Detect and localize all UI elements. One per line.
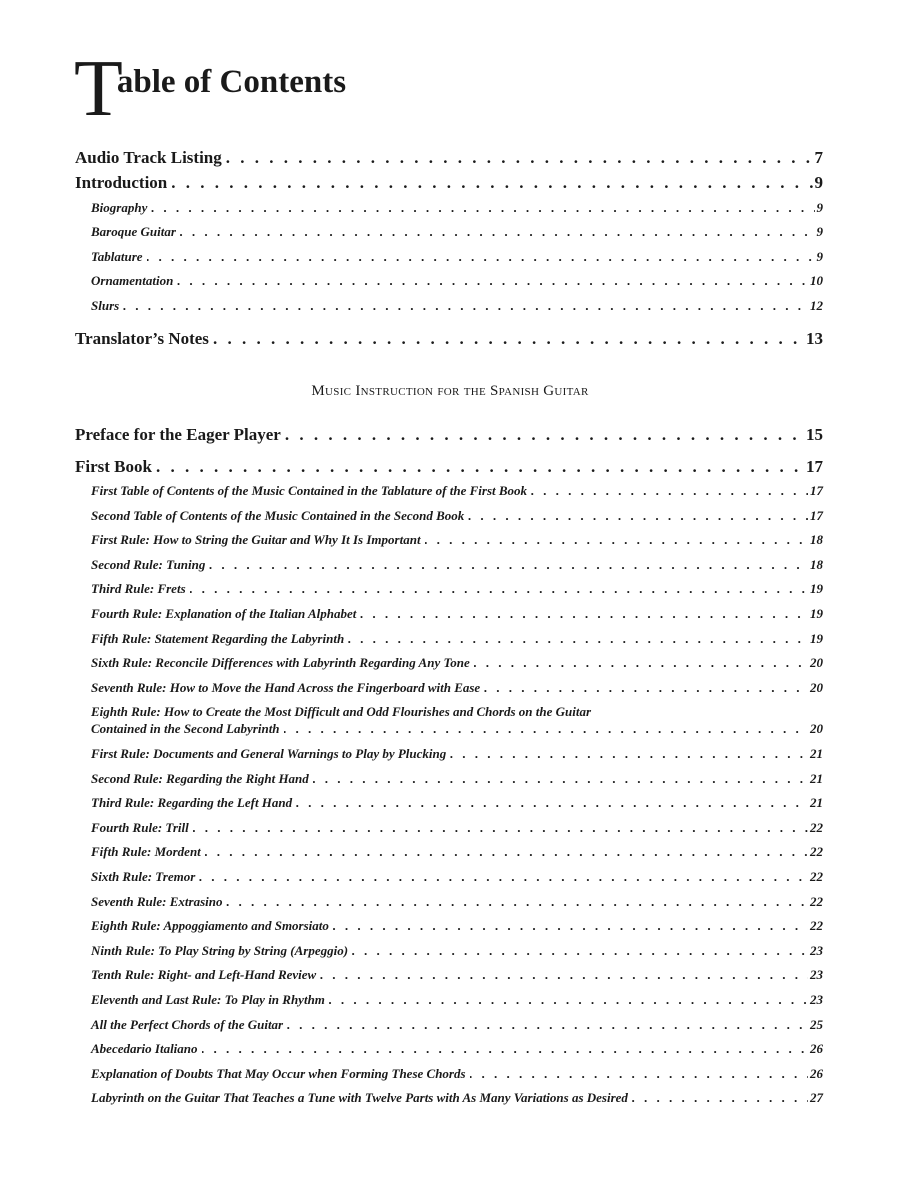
toc-entry[interactable] <box>0 967 900 983</box>
toc-entry[interactable] <box>0 894 900 910</box>
toc-entry[interactable] <box>0 1090 900 1106</box>
toc-entry[interactable] <box>0 943 900 959</box>
dot-leader <box>313 771 808 787</box>
toc-entry-label: Explanation of Doubts That May Occur when Forming These Chords <box>91 1065 466 1081</box>
toc-entry-page: 21 <box>810 746 823 761</box>
toc-entry[interactable] <box>0 771 900 787</box>
toc-entry-label: First Rule: How to String the Guitar and Why It Is Important <box>91 532 421 548</box>
toc-entry-page: 19 <box>810 606 823 621</box>
toc-entry[interactable] <box>0 721 900 737</box>
dot-leader <box>360 606 808 622</box>
toc-entry-label: Fifth Rule: Mordent <box>91 844 201 860</box>
toc-entry-page: 15 <box>806 425 823 444</box>
toc-entry[interactable] <box>0 508 900 524</box>
toc-entry-label: Preface for the Eager Player <box>75 425 281 444</box>
toc-entry-page: 17 <box>810 507 823 523</box>
dot-leader <box>287 1017 808 1033</box>
toc-entry-label: Sixth Rule: Reconcile Differences with Labyrinth Regarding Any Tone <box>91 655 470 671</box>
dot-leader <box>226 148 813 168</box>
section-heading: Music Instruction for the Spanish Guitar <box>311 383 589 399</box>
dot-leader <box>190 581 808 597</box>
toc-entry-label: Third Rule: Frets <box>91 581 186 597</box>
toc-entry[interactable] <box>0 557 900 573</box>
toc-entry-page: 9 <box>814 173 823 192</box>
toc-entry-label: Eighth Rule: Appoggiamento and Smorsiato <box>91 918 329 934</box>
toc-entry-label: Third Rule: Regarding the Left Hand <box>91 795 293 811</box>
dot-leader <box>177 273 808 289</box>
toc-entry-label: Slurs <box>91 298 120 313</box>
toc-entry-label: Ninth Rule: To Play String by String (Arpeggio) <box>91 942 349 958</box>
toc-entry-page: 13 <box>806 329 823 348</box>
toc-entry-label: Translator’s Notes <box>75 329 209 348</box>
toc-entry[interactable] <box>0 869 900 885</box>
toc-entry-label: Tablature <box>91 249 143 264</box>
toc-entry-label: All the Perfect Chords of the Guitar <box>91 1016 284 1032</box>
dot-leader <box>474 655 808 671</box>
dot-leader <box>199 869 808 885</box>
toc-entry[interactable] <box>0 457 900 477</box>
toc-entry[interactable] <box>0 173 900 193</box>
toc-entry-label-line1: Eighth Rule: How to Create the Most Difficult and Odd Flourishes and Chords on the Guitar <box>91 704 592 720</box>
toc-entry[interactable] <box>0 273 900 289</box>
dot-leader <box>296 795 808 811</box>
toc-entry-page: 18 <box>810 532 823 548</box>
toc-entry-page: 19 <box>810 630 823 646</box>
dot-leader <box>171 173 812 193</box>
toc-entry-page: 20 <box>810 679 823 695</box>
toc-entry[interactable] <box>0 483 900 499</box>
toc-entry-label: First Rule: Documents and General Warnings to Play by Plucking <box>91 746 447 761</box>
toc-entry-label: Fourth Rule: Trill <box>91 819 189 835</box>
dot-leader <box>348 631 808 647</box>
dot-leader <box>180 224 815 240</box>
toc-entry[interactable] <box>0 918 900 934</box>
toc-entry-page: 9 <box>816 249 823 264</box>
toc-entry[interactable] <box>0 1041 900 1057</box>
toc-entry-label: Biography <box>91 200 148 215</box>
toc-entry-page: 23 <box>810 942 823 958</box>
toc-entry-page: 20 <box>810 655 823 671</box>
toc-entry-label: Contained in the Second Labyrinth <box>91 721 280 737</box>
toc-entry-label: Audio Track Listing <box>75 148 222 167</box>
toc-entry-label: First Book <box>75 457 152 476</box>
toc-entry[interactable] <box>0 680 900 696</box>
dot-leader <box>632 1090 808 1106</box>
toc-entry[interactable] <box>0 844 900 860</box>
toc-entry-page: 22 <box>810 869 823 884</box>
dot-leader <box>205 844 808 860</box>
toc-entry[interactable] <box>0 298 900 314</box>
toc-entry[interactable] <box>0 606 900 622</box>
toc-entry[interactable] <box>0 746 900 762</box>
toc-entry-page: 21 <box>810 770 823 786</box>
dot-leader <box>450 746 808 762</box>
toc-entry[interactable] <box>0 224 900 240</box>
toc-entry[interactable] <box>0 425 900 445</box>
dot-leader <box>156 457 804 477</box>
toc-entry[interactable] <box>0 655 900 671</box>
dot-leader <box>151 200 814 216</box>
toc-entry-label: Sixth Rule: Tremor <box>91 869 196 884</box>
dot-leader <box>285 425 804 445</box>
toc-entry[interactable] <box>0 820 900 836</box>
dot-leader <box>147 249 815 265</box>
toc-entry-label: Fourth Rule: Explanation of the Italian Alphabet <box>91 606 357 621</box>
toc-entry-page: 7 <box>814 148 823 167</box>
toc-entry-label: Second Rule: Tuning <box>91 556 206 572</box>
toc-entry[interactable] <box>0 581 900 597</box>
toc-entry-page: 20 <box>810 721 823 737</box>
toc-entry-label: Introduction <box>75 173 168 192</box>
toc-entry-page: 19 <box>810 581 823 597</box>
dot-leader <box>226 894 808 910</box>
toc-entry-page: 9 <box>816 200 823 215</box>
title-text: able of Contents <box>116 64 347 100</box>
dot-leader <box>193 820 808 836</box>
toc-entry-label: Baroque Guitar <box>91 224 176 239</box>
dot-leader <box>209 557 808 573</box>
toc-entry[interactable] <box>0 1017 900 1033</box>
toc-entry-label: Abecedario Italiano <box>91 1041 198 1057</box>
toc-entry-page: 25 <box>810 1016 823 1032</box>
toc-entry-page: 23 <box>810 967 823 983</box>
toc-entry[interactable] <box>0 329 900 349</box>
toc-entry[interactable] <box>0 200 900 216</box>
toc-entry-label: Labyrinth on the Guitar That Teaches a Tune with Twelve Parts with As Many Variations as Desired <box>91 1090 628 1106</box>
dot-leader <box>352 943 808 959</box>
dot-leader <box>213 329 804 349</box>
dot-leader <box>531 483 808 499</box>
toc-entry-page: 18 <box>810 556 823 572</box>
toc-entry-label: Seventh Rule: How to Move the Hand Across the Fingerboard with Ease <box>91 679 481 695</box>
toc-entry-page: 17 <box>806 457 823 476</box>
dot-leader <box>468 508 808 524</box>
toc-entry-label: Seventh Rule: Extrasino <box>91 893 223 909</box>
toc-entry[interactable] <box>0 532 900 548</box>
toc-entry-page: 26 <box>810 1065 823 1081</box>
toc-entry-label: Eleventh and Last Rule: To Play in Rhythm <box>91 992 325 1007</box>
toc-entry-page: 17 <box>810 483 823 498</box>
toc-entry-label: Fifth Rule: Statement Regarding the Labyrinth <box>91 630 345 646</box>
toc-entry-page: 22 <box>810 819 823 835</box>
toc-entry[interactable] <box>0 249 900 265</box>
toc-entry-page: 9 <box>816 224 823 239</box>
dot-leader <box>329 992 808 1008</box>
toc-entry[interactable] <box>0 795 900 811</box>
page-title <box>74 45 347 133</box>
toc-entry-page: 10 <box>810 273 823 288</box>
dot-leader <box>320 967 808 983</box>
toc-entry[interactable] <box>0 992 900 1008</box>
toc-entry-label: Second Rule: Regarding the Right Hand <box>91 770 309 786</box>
dot-leader <box>202 1041 808 1057</box>
toc-entry-page: 12 <box>810 298 823 313</box>
toc-entry-page: 22 <box>810 844 823 860</box>
toc-entry-label: Second Table of Contents of the Music Contained in the Second Book <box>91 507 465 523</box>
toc-entry-page: 22 <box>810 918 823 934</box>
dot-leader <box>123 298 808 314</box>
toc-entry-page: 23 <box>810 992 823 1007</box>
toc-entry-page: 22 <box>810 893 823 909</box>
toc-entry-label: Tenth Rule: Right- and Left-Hand Review <box>91 967 317 983</box>
title-dropcap: T <box>74 45 121 133</box>
toc-entry[interactable] <box>0 1066 900 1082</box>
dot-leader <box>484 680 808 696</box>
toc-entry-page: 27 <box>810 1090 823 1106</box>
toc-entry-page: 21 <box>810 795 823 811</box>
toc-entry-label: Ornamentation <box>91 273 174 288</box>
toc-entry-label: First Table of Contents of the Music Contained in the Tablature of the First Book <box>91 483 528 498</box>
toc-entry[interactable] <box>0 148 900 168</box>
toc-entry-page: 26 <box>810 1041 823 1057</box>
toc-entry[interactable] <box>0 631 900 647</box>
dot-leader <box>425 532 808 548</box>
dot-leader <box>333 918 808 934</box>
dot-leader <box>284 721 808 737</box>
dot-leader <box>470 1066 808 1082</box>
